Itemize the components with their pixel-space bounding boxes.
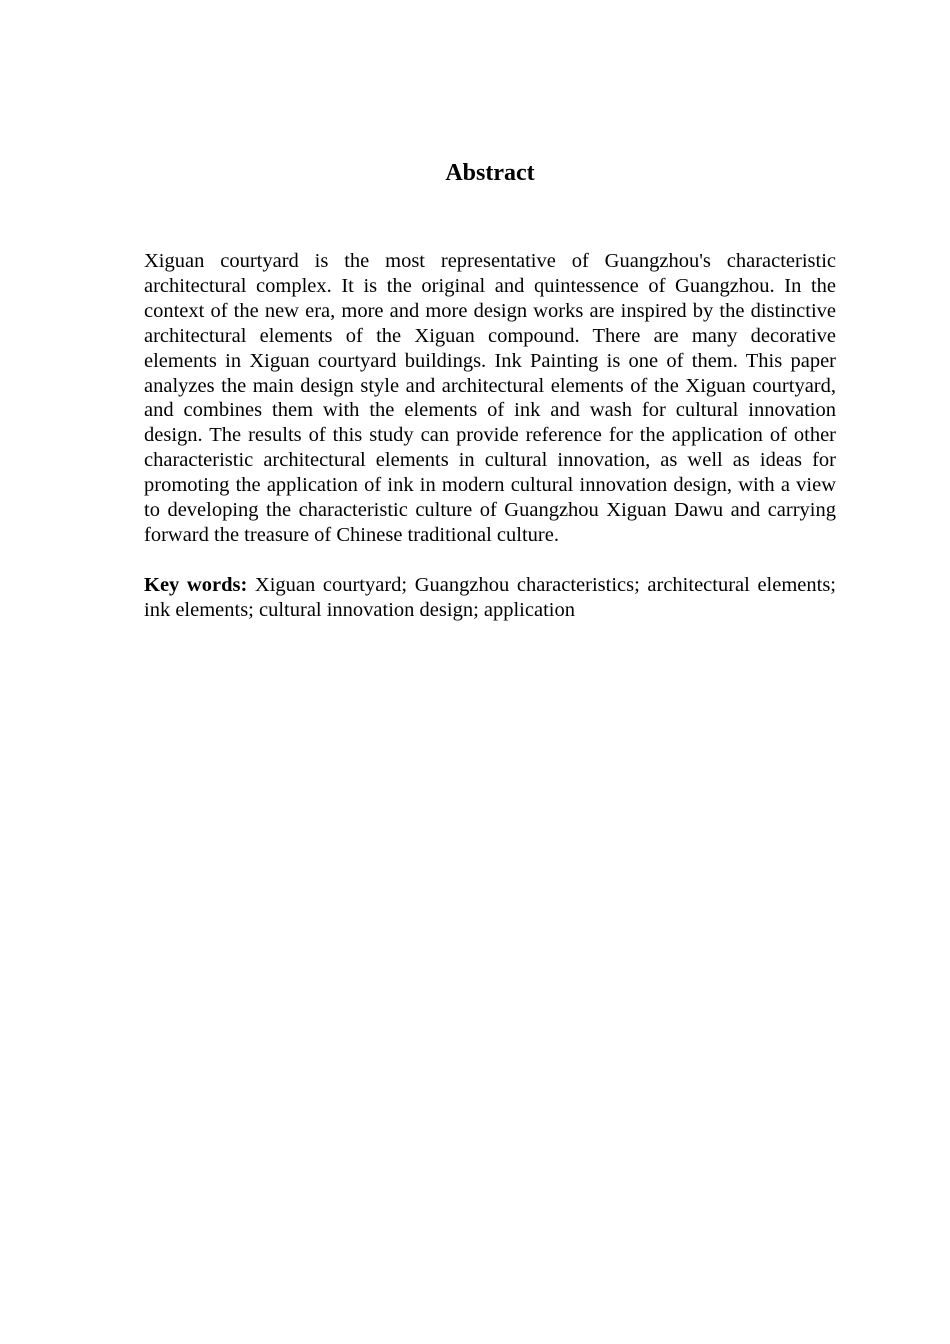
abstract-body: Xiguan courtyard is the most representative of Guangzhou's characteristic architectural complex. It is the original and quintessence of Guangzhou. In the context of the new era, more and more design works are inspired by the distinctive architectural elements of the Xiguan compound. There are many decorative elements in Xiguan courtyard buildings. Ink Painting is one of them. This paper analyzes the main design style and architectural elements of the Xiguan courtyard, and combines them with the elements of ink and wash for cultural innovation design. The results of this study can provide reference for the application of other characteristic architectural elements in cultural innovation, as well as ideas for promoting the application of ink in modern cultural innovation design, with a view to developing the characteristic culture of Guangzhou Xiguan Dawu and carrying forward the treasure of Chinese traditional culture. xyxy=(144,250,836,546)
keywords-text: Xiguan courtyard; Guangzhou characteristics; architectural elements; ink elements; cultural innovation design; application xyxy=(144,573,837,621)
keywords-paragraph xyxy=(144,573,836,623)
keywords-label: Key words: xyxy=(144,573,248,596)
abstract-content xyxy=(144,249,836,623)
abstract-title: Abstract xyxy=(445,160,535,186)
